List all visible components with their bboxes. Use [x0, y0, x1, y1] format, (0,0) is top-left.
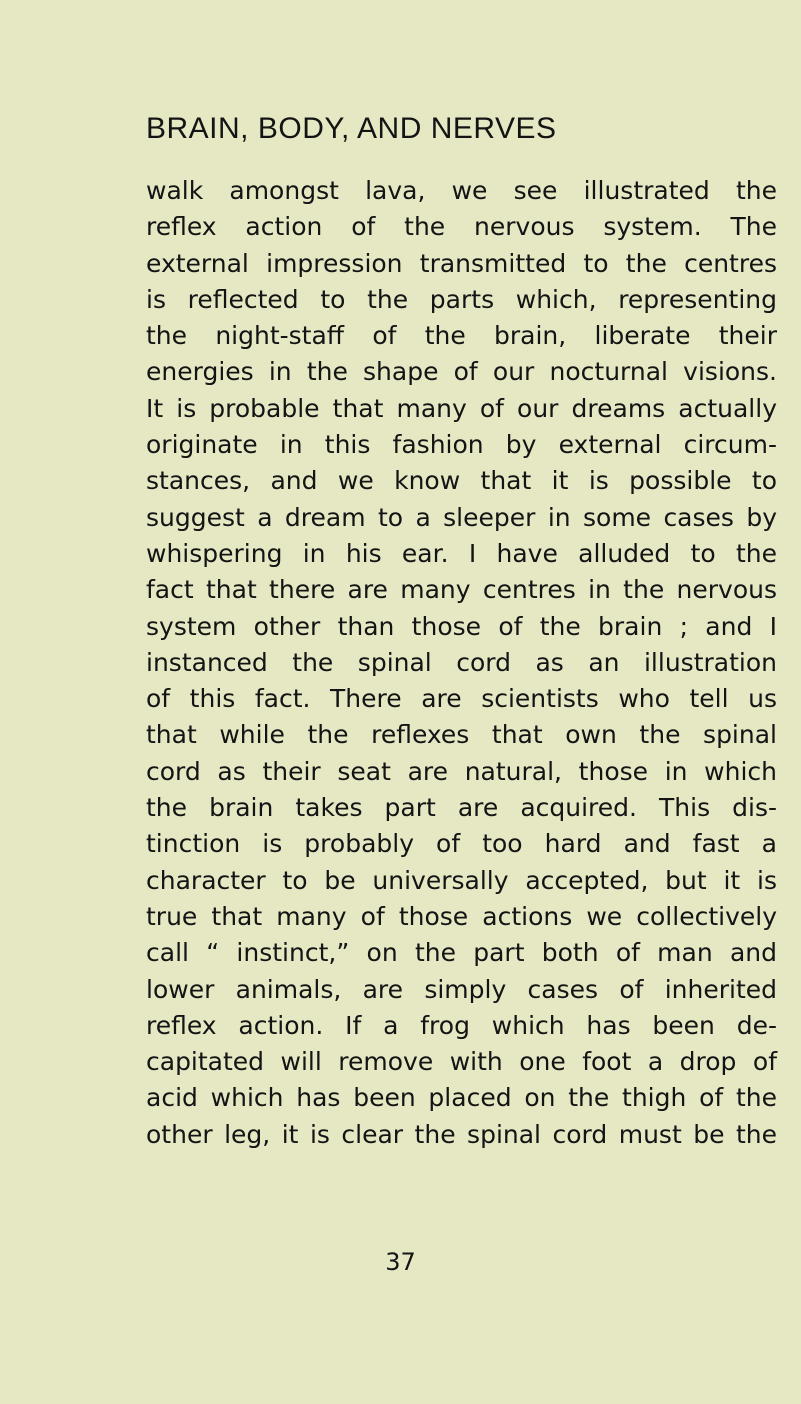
text-line: instanced the spinal cord as an illustration	[146, 647, 777, 677]
text-line: that while the reflexes that own the spinal	[146, 720, 777, 750]
text-line: external impression transmitted to the centres	[146, 248, 777, 278]
running-head: BRAIN, BODY, AND NERVES	[146, 112, 557, 145]
text-line: the night-staff of the brain, liberate their	[146, 321, 777, 351]
text-line: is reflected to the parts which, representing	[146, 284, 777, 314]
text-line: walk amongst lava, we see illustrated the	[146, 176, 777, 205]
text-line: true that many of those actions we collectively	[146, 901, 777, 931]
text-line: It is probable that many of our dreams actually	[146, 393, 777, 423]
body-text	[146, 173, 777, 1153]
text-line: other leg, it is clear the spinal cord must be the	[146, 1119, 777, 1149]
text-line: energies in the shape of our nocturnal visions.	[146, 357, 777, 387]
text-line: the brain takes part are acquired. This dis-	[146, 793, 777, 823]
text-line: fact that there are many centres in the nervous	[146, 575, 777, 605]
text-line: tinction is probably of too hard and fast a	[146, 829, 777, 859]
text-line: stances, and we know that it is possible to	[146, 466, 777, 496]
text-line: reflex action. If a frog which has been de-	[146, 1010, 777, 1040]
text-line: call “ instinct,” on the part both of man and	[146, 938, 777, 968]
text-line: capitated will remove with one foot a drop of	[146, 1047, 777, 1077]
text-line: suggest a dream to a sleeper in some cases by	[146, 502, 777, 532]
text-line: lower animals, are simply cases of inherited	[146, 974, 777, 1004]
text-line: of this fact. There are scientists who tell us	[146, 684, 777, 714]
text-line: acid which has been placed on the thigh of the	[146, 1083, 777, 1113]
text-line: system other than those of the brain ; and I	[146, 611, 777, 641]
text-line: character to be universally accepted, but it is	[146, 865, 777, 895]
text-line: whispering in his ear. I have alluded to the	[146, 538, 777, 568]
text-line: cord as their seat are natural, those in which	[146, 756, 777, 786]
text-line: originate in this fashion by external circum-	[146, 430, 777, 460]
page-number: 37	[385, 1248, 416, 1276]
text-line: reflex action of the nervous system. The	[146, 212, 777, 242]
